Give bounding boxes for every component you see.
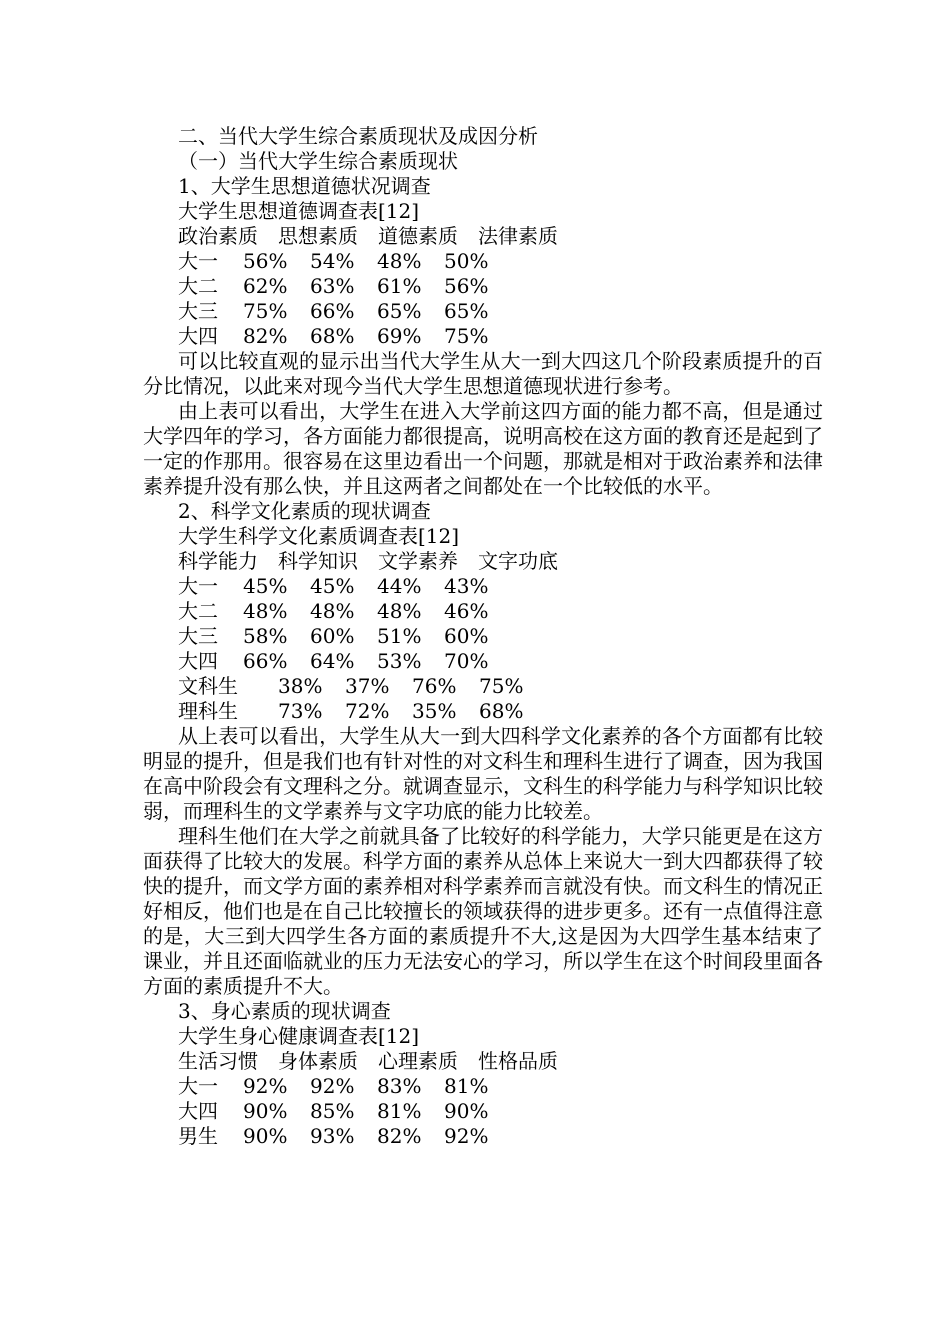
row-label: 大一 — [178, 1074, 218, 1098]
table-header-cell: 心理素质 — [378, 1049, 458, 1073]
s1-table-header — [143, 224, 823, 249]
s2-paragraph-1: 从上表可以看出，大学生从大一到大四科学文化素养的各个方面都有比较明显的提升，但是我们也有针对性的对文科生和理科生进行了调查，因为我国在高中阶段会有文理科之分。就调查显示，文科生的科学能力与科学知识比较弱，而理科生的文学素养与文字功底的能力比较差。 — [143, 724, 823, 823]
s2-paragraph-2: 理科生他们在大学之前就具备了比较好的科学能力，大学只能更是在这方面获得了比较大的发展。科学方面的素养从总体上来说大一到大四都获得了较快的提升，而文学方面的素养相对科学素养而言就没有快。而文科生的情况正好相反，他们也是在自己比较擅长的领域获得的进步更多。还有一点值得注意的是，大三到大四学生各方面的素质提升不大,这是因为大四学生基本结束了课业，并且还面临就业的压力无法安心的学习，所以学生在这个时间段里面各方面的素质提升不大。 — [143, 824, 823, 998]
table-header-cell: 道德素质 — [378, 224, 458, 248]
table-cell: 93% — [310, 1124, 355, 1148]
table-cell: 63% — [310, 274, 355, 298]
row-label: 大三 — [178, 299, 218, 323]
s3-table-title: 大学生身心健康调查表[12] — [178, 1024, 420, 1048]
table-row — [143, 1124, 823, 1149]
table-cell: 75% — [243, 299, 288, 323]
table-cell: 43% — [444, 574, 489, 598]
table-cell: 90% — [243, 1124, 288, 1148]
table-cell: 35% — [412, 699, 457, 723]
row-label: 男生 — [178, 1124, 218, 1148]
document-body — [143, 124, 823, 1149]
table-header-cell: 文字功底 — [478, 549, 558, 573]
table-row — [143, 624, 823, 649]
table-cell: 38% — [278, 674, 323, 698]
s1-title: 1、大学生思想道德状况调查 — [178, 174, 431, 198]
table-cell: 83% — [377, 1074, 422, 1098]
table-cell: 44% — [377, 574, 422, 598]
table-cell: 85% — [310, 1099, 355, 1123]
table-cell: 46% — [444, 599, 489, 623]
table-cell: 66% — [243, 649, 288, 673]
row-label: 大四 — [178, 649, 218, 673]
row-label: 大一 — [178, 249, 218, 273]
table-cell: 54% — [310, 249, 355, 273]
row-label: 大二 — [178, 599, 218, 623]
section-heading: 二、当代大学生综合素质现状及成因分析 — [178, 124, 538, 148]
table-header-cell: 思想素质 — [278, 224, 358, 248]
table-cell: 62% — [243, 274, 288, 298]
row-label: 理科生 — [178, 699, 238, 723]
table-cell: 73% — [278, 699, 323, 723]
table-header-cell: 法律素质 — [478, 224, 558, 248]
subsection-heading: （一）当代大学生综合素质现状 — [178, 149, 458, 173]
table-cell: 75% — [444, 324, 489, 348]
table-header-cell: 身体素质 — [278, 1049, 358, 1073]
table-cell: 48% — [243, 599, 288, 623]
table-cell: 92% — [444, 1124, 489, 1148]
table-row — [143, 674, 823, 699]
s2-table-title: 大学生科学文化素质调查表[12] — [178, 524, 460, 548]
table-cell: 64% — [310, 649, 355, 673]
table-cell: 60% — [310, 624, 355, 648]
table-header-cell: 科学知识 — [278, 549, 358, 573]
table-cell: 90% — [243, 1099, 288, 1123]
table-cell: 76% — [412, 674, 457, 698]
table-cell: 45% — [310, 574, 355, 598]
table-cell: 81% — [377, 1099, 422, 1123]
row-label: 大四 — [178, 324, 218, 348]
table-header-cell: 政治素质 — [178, 224, 258, 248]
table-cell: 65% — [377, 299, 422, 323]
s2-table-header — [143, 549, 823, 574]
s1-paragraph-2: 由上表可以看出，大学生在进入大学前这四方面的能力都不高，但是通过大学四年的学习，各方面能力都很提高，说明高校在这方面的教育还是起到了一定的作那用。很容易在这里边看出一个问题，那就是相对于政治素养和法律素养提升没有那么快，并且这两者之间都处在一个比较低的水平。 — [143, 399, 823, 498]
table-cell: 68% — [479, 699, 524, 723]
s2-title: 2、科学文化素质的现状调查 — [178, 499, 431, 523]
table-cell: 70% — [444, 649, 489, 673]
table-cell: 66% — [310, 299, 355, 323]
table-cell: 50% — [444, 249, 489, 273]
row-label: 文科生 — [178, 674, 238, 698]
table-row — [143, 1099, 823, 1124]
table-cell: 61% — [377, 274, 422, 298]
row-label: 大四 — [178, 1099, 218, 1123]
table-row — [143, 324, 823, 349]
table-cell: 75% — [479, 674, 524, 698]
s1-table-title: 大学生思想道德调查表[12] — [178, 199, 420, 223]
table-cell: 48% — [310, 599, 355, 623]
row-label: 大三 — [178, 624, 218, 648]
table-cell: 51% — [377, 624, 422, 648]
row-label: 大一 — [178, 574, 218, 598]
table-row — [143, 249, 823, 274]
table-cell: 92% — [310, 1074, 355, 1098]
table-row — [143, 649, 823, 674]
table-cell: 56% — [243, 249, 288, 273]
table-cell: 37% — [345, 674, 390, 698]
table-cell: 81% — [444, 1074, 489, 1098]
table-cell: 68% — [310, 324, 355, 348]
table-cell: 82% — [243, 324, 288, 348]
table-cell: 56% — [444, 274, 489, 298]
table-cell: 92% — [243, 1074, 288, 1098]
table-row — [143, 699, 823, 724]
table-header-cell: 文学素养 — [378, 549, 458, 573]
table-cell: 53% — [377, 649, 422, 673]
s3-title: 3、身心素质的现状调查 — [178, 999, 391, 1023]
table-row — [143, 274, 823, 299]
table-header-cell: 生活习惯 — [178, 1049, 258, 1073]
table-header-cell: 性格品质 — [478, 1049, 558, 1073]
row-label: 大二 — [178, 274, 218, 298]
s1-paragraph-1: 可以比较直观的显示出当代大学生从大一到大四这几个阶段素质提升的百分比情况，以此来对现今当代大学生思想道德现状进行参考。 — [143, 349, 823, 398]
table-cell: 82% — [377, 1124, 422, 1148]
table-row — [143, 1074, 823, 1099]
table-row — [143, 599, 823, 624]
table-cell: 58% — [243, 624, 288, 648]
table-cell: 69% — [377, 324, 422, 348]
table-cell: 72% — [345, 699, 390, 723]
table-cell: 65% — [444, 299, 489, 323]
table-cell: 90% — [444, 1099, 489, 1123]
table-cell: 60% — [444, 624, 489, 648]
table-row — [143, 574, 823, 599]
s3-table-header — [143, 1049, 823, 1074]
table-row — [143, 299, 823, 324]
table-cell: 45% — [243, 574, 288, 598]
table-cell: 48% — [377, 249, 422, 273]
table-cell: 48% — [377, 599, 422, 623]
table-header-cell: 科学能力 — [178, 549, 258, 573]
